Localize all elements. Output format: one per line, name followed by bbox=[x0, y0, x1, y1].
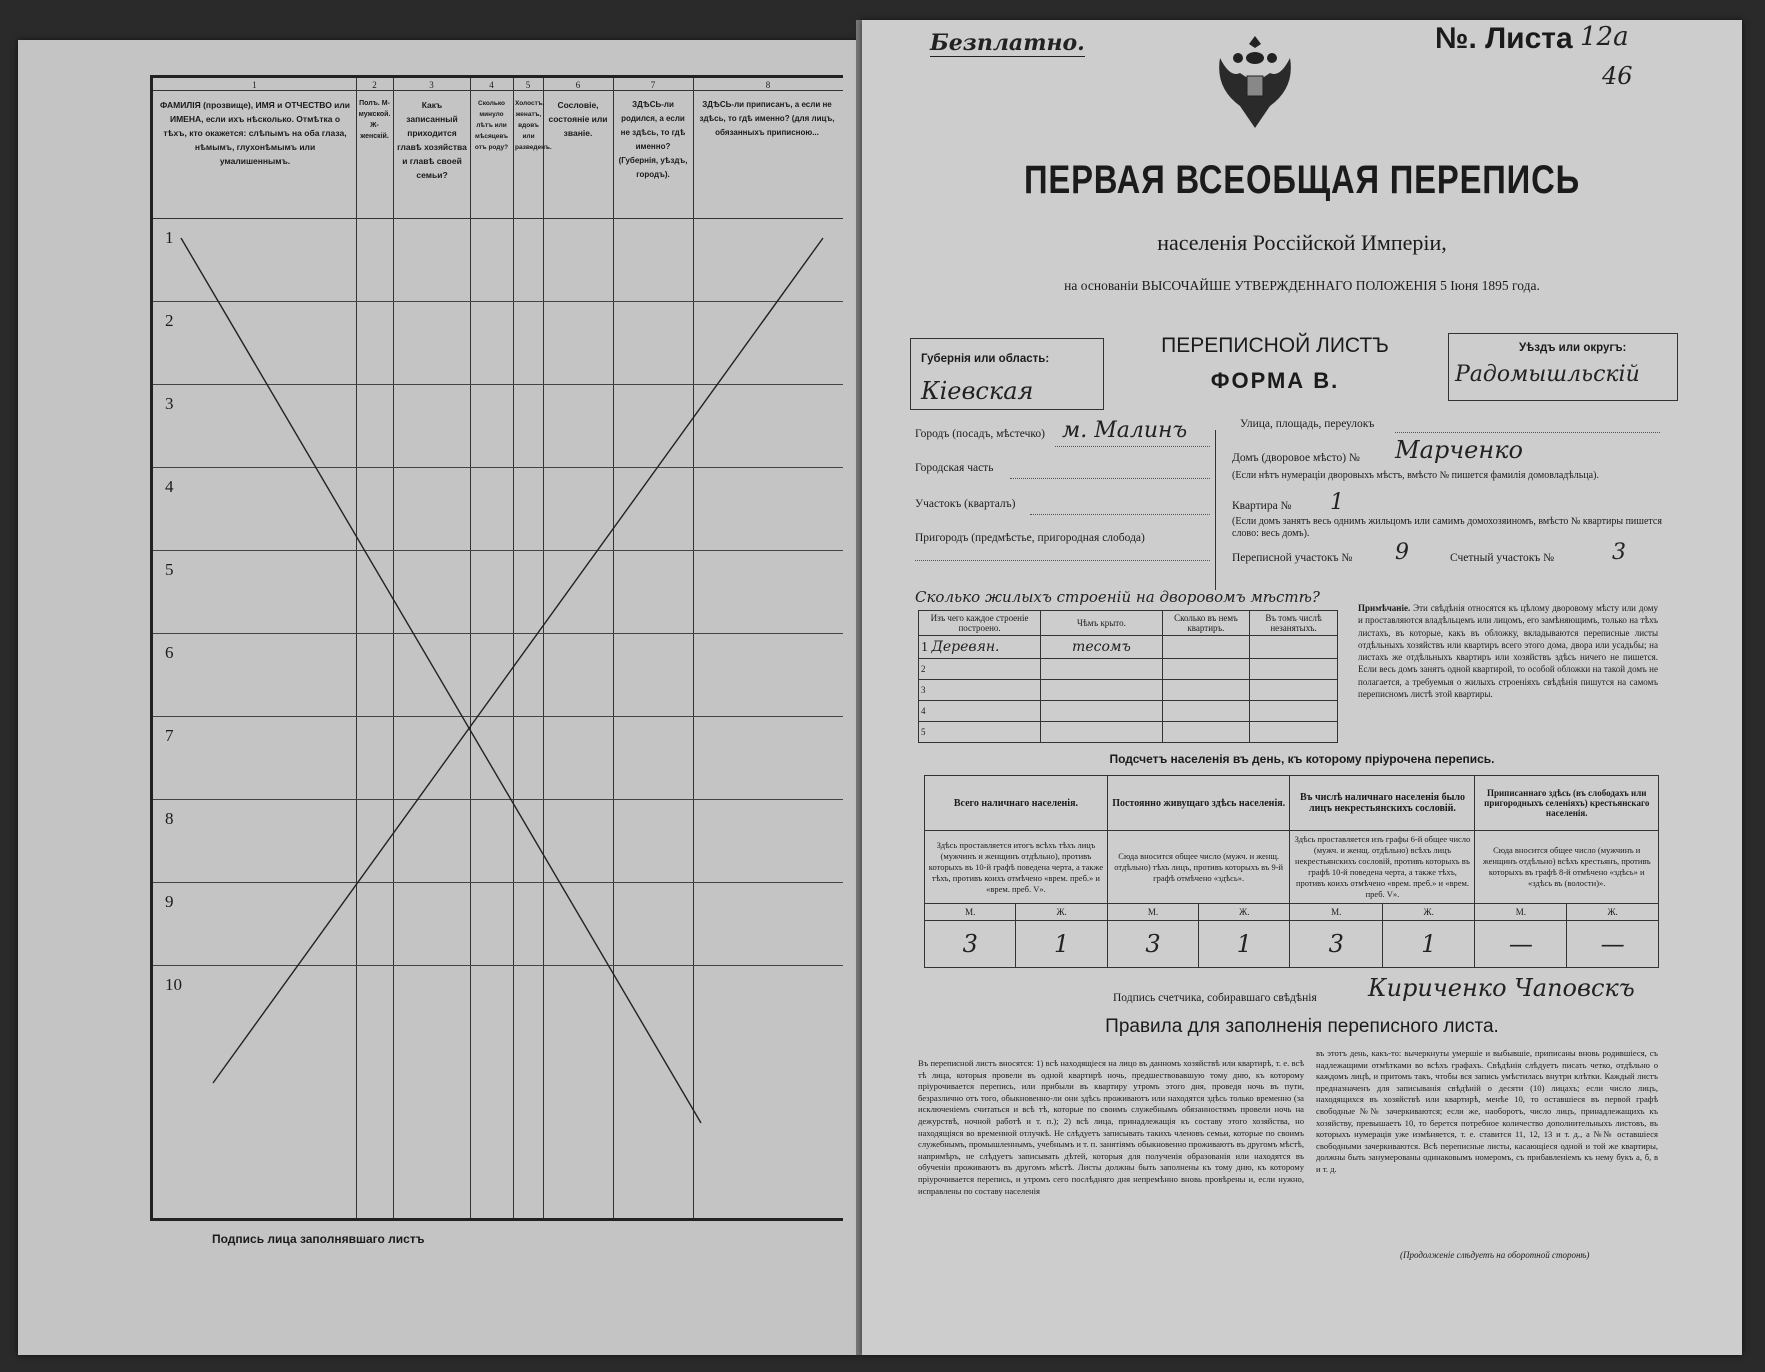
tally-value: — bbox=[1567, 921, 1659, 968]
column-number: 1 bbox=[252, 80, 257, 90]
apartments-value bbox=[1162, 636, 1249, 659]
column-header-estate: Сословіе, состояніе или званіе. bbox=[548, 100, 608, 138]
sex-female-label: Ж. bbox=[1567, 904, 1659, 921]
row-number: 5 bbox=[165, 560, 174, 579]
province-box bbox=[910, 338, 1104, 410]
left-signature-label: Подпись лица заполнявшаго листъ bbox=[212, 1232, 425, 1246]
tally-header: Приписаннаго здѣсь (въ слободахъ или пригородныхъ селеніяхъ) крестьянскаго населенія. bbox=[1475, 776, 1659, 831]
row-number: 4 bbox=[165, 477, 174, 496]
row-number: 3 bbox=[165, 394, 174, 413]
suburb-line bbox=[915, 560, 1210, 561]
vacant-value bbox=[1250, 636, 1338, 659]
address-divider bbox=[1215, 430, 1216, 590]
note-text: Эти свѣдѣнія относятся къ цѣлому дворовому мѣсту или дому и проставляются владѣльцемъ или лицомъ, его замѣняющимъ, только на тѣхъ листахъ, въ которые, какъ въ обложку, вкладываются переписные листы отдѣльныхъ хозяйствъ или квартиръ всего этого дома, двора или усадьбы; на листахъ же отдѣльныхъ квартиръ или хозяйствъ здѣсь ничего не пишется. Если весь домъ занятъ одной квартирой, то особой обложки на такой домъ не полагается, а требуемыя о жилыхъ строеніяхъ свѣдѣнія пишутся на самомъ переписномъ листѣ этой квартиры. bbox=[1358, 603, 1658, 700]
apartment-label: Квартира № bbox=[1232, 500, 1292, 512]
census-grid bbox=[150, 75, 843, 1221]
imperial-eagle-icon bbox=[1210, 28, 1300, 133]
city-line bbox=[1055, 446, 1210, 447]
counter-signature-value: Кириченко Чаповскъ bbox=[1368, 974, 1635, 1002]
street-label: Улица, площадь, переулокъ bbox=[1240, 418, 1375, 430]
cross-out-mark bbox=[153, 78, 843, 1218]
sex-female-label: Ж. bbox=[1016, 904, 1107, 921]
section-line bbox=[1030, 514, 1210, 515]
buildings-header: Сколько въ немъ квартиръ. bbox=[1162, 611, 1249, 636]
note-title: Примѣчаніе. bbox=[1358, 603, 1411, 613]
column-number: 7 bbox=[650, 80, 656, 90]
main-title: ПЕРВАЯ ВСЕОБЩАЯ ПЕРЕПИСЬ bbox=[1024, 158, 1580, 202]
sex-male-label: М. bbox=[1475, 904, 1567, 921]
row-number: 10 bbox=[165, 975, 182, 994]
column-header-sex: Полъ. М-мужской. Ж-женскій. bbox=[358, 100, 391, 140]
tally-value: 1 bbox=[1382, 921, 1475, 968]
house-label: Домъ (дворовое мѣсто) № bbox=[1232, 452, 1360, 464]
column-header-relation: Какъ записанный приходится главѣ хозяйства и главѣ своей семьи? bbox=[397, 100, 467, 180]
apartment-value: 1 bbox=[1330, 490, 1344, 515]
census-district-label: Переписной участокъ № bbox=[1232, 552, 1353, 564]
row-number: 4 bbox=[919, 701, 1041, 722]
apartment-note: (Если домъ занятъ весь однимъ жильцомъ или самимъ домохозяиномъ, вмѣсто № квартиры пишется слово: весь домъ). bbox=[1232, 516, 1662, 539]
column-header-birthplace: ЗДѢСЬ-ли родился, а если не здѣсь, то гдѣ именно? (Губернія, уѣздъ, городъ). bbox=[618, 100, 688, 179]
column-number: 5 bbox=[525, 80, 531, 90]
column-number: 3 bbox=[429, 80, 434, 90]
city-part-label: Городская часть bbox=[915, 462, 994, 474]
buildings-question: Сколько жилыхъ строеній на дворовомъ мѣстѣ? bbox=[915, 588, 1320, 606]
column-number: 2 bbox=[372, 80, 377, 90]
free-label: Безплатно. bbox=[930, 30, 1085, 56]
column-number: 6 bbox=[575, 80, 581, 90]
sheet-number-handwritten: 12а bbox=[1580, 22, 1629, 52]
sex-male-label: М. bbox=[1290, 904, 1383, 921]
continuation-note: (Продолженіе слѣдуетъ на оборотной сторонѣ) bbox=[1400, 1250, 1590, 1260]
subtitle: населенія Россійской Имперіи, bbox=[1157, 230, 1447, 255]
row-number: 9 bbox=[165, 892, 174, 911]
sex-female-label: Ж. bbox=[1199, 904, 1290, 921]
suburb-label: Пригородъ (предмѣстье, пригородная слобода) bbox=[915, 532, 1145, 544]
column-number: 8 bbox=[765, 80, 771, 90]
tally-table bbox=[924, 775, 1659, 968]
tally-note: Сюда вносится общее число (мужчинъ и женщинъ отдѣльно) всѣхъ крестьянъ, противъ которыхъ въ графѣ 8-й отмѣчено «здѣсь» и «здѣсь въ (волости)». bbox=[1475, 831, 1659, 904]
section-label: Участокъ (кварталъ) bbox=[915, 498, 1016, 510]
city-part-line bbox=[1010, 478, 1210, 479]
district-box bbox=[1448, 333, 1678, 401]
row-number: 1 bbox=[165, 228, 174, 247]
province-value: Кіевская bbox=[921, 377, 1034, 405]
count-district-value: 3 bbox=[1612, 540, 1626, 565]
sex-female-label: Ж. bbox=[1382, 904, 1475, 921]
counter-signature-label: Подпись счетчика, собиравшаго свѣдѣнія bbox=[1113, 992, 1317, 1004]
city-label: Городъ (посадъ, мѣстечко) bbox=[915, 428, 1045, 440]
province-label: Губернія или область: bbox=[921, 353, 1050, 365]
table-row bbox=[919, 722, 1338, 743]
census-district-value: 9 bbox=[1395, 540, 1409, 565]
form-title-2: ФОРМА В. bbox=[1210, 368, 1340, 393]
district-label: Уѣздъ или округъ: bbox=[1519, 342, 1627, 354]
sex-male-label: М. bbox=[925, 904, 1016, 921]
buildings-header: Чѣмъ крыто. bbox=[1041, 611, 1163, 636]
tally-value: 1 bbox=[1199, 921, 1290, 968]
city-value: м. Малинъ bbox=[1062, 418, 1188, 443]
column-header-marital: Холостъ, женатъ, вдовъ или разведенъ. bbox=[515, 100, 552, 151]
column-number: 4 bbox=[489, 80, 494, 90]
count-district-label: Счетный участокъ № bbox=[1450, 552, 1555, 564]
tally-value: 1 bbox=[1016, 921, 1107, 968]
house-value: Марченко bbox=[1395, 436, 1523, 464]
column-header-name: ФАМИЛІЯ (прозвище), ИМЯ и ОТЧЕСТВО или ИМЕНА, если ихъ нѣсколько. Отмѣтка о тѣхъ, кто окажется: слѣпымъ на оба глаза, нѣмымъ, глухонѣмымъ или умалишеннымъ. bbox=[159, 100, 351, 166]
tally-value: 3 bbox=[1107, 921, 1198, 968]
tally-value: 3 bbox=[925, 921, 1016, 968]
row-number: 3 bbox=[919, 680, 1041, 701]
sheet-label: №. Листа bbox=[1435, 22, 1573, 55]
basis-line: на основаніи ВЫСОЧАЙШЕ УТВЕРЖДЕННАГО ПОЛОЖЕНІЯ 5 Іюня 1895 года. bbox=[1064, 278, 1540, 293]
buildings-header: Изъ чего каждое строеніе построено. bbox=[919, 611, 1041, 636]
house-note: (Если нѣтъ нумераціи дворовыхъ мѣстъ, вмѣсто № пишется фамилія домовладѣльца). bbox=[1232, 470, 1599, 481]
row-number: 2 bbox=[165, 311, 174, 330]
sex-male-label: М. bbox=[1107, 904, 1198, 921]
table-row bbox=[919, 680, 1338, 701]
rules-left-column: Въ переписной листъ вносятся: 1) всѣ находящіеся на лицо въ данномъ хозяйствѣ или квартирѣ, т. е. всѣ тѣ лица, которыя провели въ одной квартирѣ ночь, предшествовавшую тому дню, къ которому пріурочивается перепись, или прибыли въ квартиру утромъ этого дня, проведя ночь въ пути, безразлично отъ того, обыкновенно-ли они здѣсь проживаютъ или находятся здѣсь только временно (за исключеніемъ считаться и всѣ тѣ, которые по своимъ служебнымъ обязанностямъ провели ночь на дежурствѣ, ночной работѣ и т. п.); 2) всѣ лица, принадлежащія къ составу этого хозяйства, но находящіяся во временной отлучкѣ. Не слѣдуетъ записывать такихъ членовъ семьи, которые по своимъ служебнымъ, промышленнымъ, учебнымъ и т. п. занятіямъ обыкновенно проживаютъ въ другомъ мѣстѣ, напримѣръ, не слѣдуетъ записывать дѣтей, которыя для полученія образованія или находятся въ обученіи проживаютъ въ другомъ мѣстѣ. Листы должны быть заполнены къ тому дню, къ которому пріурочивается перепись, и утромъ сего послѣдняго дня непремѣнно вновь провѣрены и, если нужно, исправлены по составу населенія bbox=[918, 1058, 1304, 1196]
tally-value: — bbox=[1475, 921, 1567, 968]
tally-header: Постоянно живущаго здѣсь населенія. bbox=[1107, 776, 1290, 831]
table-row bbox=[919, 659, 1338, 680]
street-line bbox=[1395, 432, 1660, 433]
buildings-table bbox=[918, 610, 1338, 743]
rules-right-column: въ этотъ день, какъ-то: вычеркнуты умершіе и выбывшіе, приписаны вновь родившіеся, съ надлежащими отмѣтками во всѣхъ графахъ. Свѣдѣнія слѣдуетъ писать четко, отдѣльно о каждомъ лицѣ, и притомъ такъ, чтобы вся запись умѣстилась внутри клѣтки. Каждый листъ предназначенъ для записыванія свѣдѣній о десяти (10) лицахъ; если число лицъ, находящихся въ хозяйствѣ или квартирѣ, менѣе 10, то оставшіеся въ первой графѣ свободные №№ зачеркиваются; если же, наоборотъ, число лицъ, принадлежащихъ къ хозяйству, превышаетъ 10, то берется потребное количество дополнительныхъ листовъ, въ которыхъ нумерація уже измѣняется, т. е. ставится 11, 12, 13 и т. д., а №№ оставшіеся свободными зачеркиваются. Всѣ переписные листы, касающіеся одной и той же квартиры, должны быть занумерованы одинаковымъ номеромъ, съ прибавленіемъ къ нему букъ а, б, в и т. д. bbox=[1316, 1048, 1658, 1174]
table-row bbox=[919, 636, 1338, 659]
page-number-handwritten: 46 bbox=[1602, 62, 1633, 90]
table-row bbox=[919, 701, 1338, 722]
rules-title: Правила для заполненія переписного листа. bbox=[1105, 1016, 1499, 1037]
material-value: Деревян. bbox=[931, 638, 1000, 655]
row-number: 5 bbox=[919, 722, 1041, 743]
tally-title: Подсчетъ населенія въ день, къ которому пріурочена перепись. bbox=[1109, 752, 1495, 766]
tally-note: Здѣсь проставляется изъ графы 6-й общее число (мужч. и женщ. отдѣльно) всѣхъ лицъ некрестьянскихъ сословій, противъ которыхъ въ графѣ 10-й поведена черта, а также тѣхъ, противъ коихъ отмѣчено «врем. преб.» и «врем. преб. V». bbox=[1290, 831, 1475, 904]
column-header-registration: ЗДѢСЬ-ли приписанъ, а если не здѣсь, то гдѣ именно? (для лицъ, обязанныхъ приписною... bbox=[699, 100, 835, 137]
district-value: Радомышльскій bbox=[1455, 362, 1640, 387]
tally-value: 3 bbox=[1290, 921, 1383, 968]
note-block bbox=[1358, 602, 1658, 700]
tally-note: Здѣсь проставляется итогъ всѣхъ тѣхъ лицъ (мужчинъ и женщинъ отдѣльно), противъ которыхъ въ 10-й графѣ поведена черта, а также тѣхъ, противъ коихъ отмѣчено «врем. преб.» и «врем. преб. V». bbox=[925, 831, 1108, 904]
row-number: 7 bbox=[165, 726, 174, 745]
tally-header: Въ числѣ наличнаго населенія было лицъ некрестьянскихъ сословій. bbox=[1290, 776, 1475, 831]
tally-note: Сюда вносится общее число (мужч. и женщ. отдѣльно) тѣхъ лицъ, противъ которыхъ въ 9-й графѣ отмѣчено «здѣсь». bbox=[1107, 831, 1290, 904]
form-title-1: ПЕРЕПИСНОЙ ЛИСТЪ bbox=[1161, 334, 1389, 357]
row-number: 8 bbox=[165, 809, 174, 828]
building-material bbox=[919, 636, 1041, 659]
row-number: 2 bbox=[919, 659, 1041, 680]
column-header-age: Сколько минуло лѣтъ или мѣсяцевъ отъ роду? bbox=[474, 100, 509, 151]
row-number: 6 bbox=[165, 643, 174, 662]
row-number: 1 bbox=[921, 639, 928, 655]
buildings-header: Въ томъ числѣ незанятыхъ. bbox=[1250, 611, 1338, 636]
roof-value: тесомъ bbox=[1041, 636, 1163, 659]
tally-header: Всего наличнаго населенія. bbox=[925, 776, 1108, 831]
